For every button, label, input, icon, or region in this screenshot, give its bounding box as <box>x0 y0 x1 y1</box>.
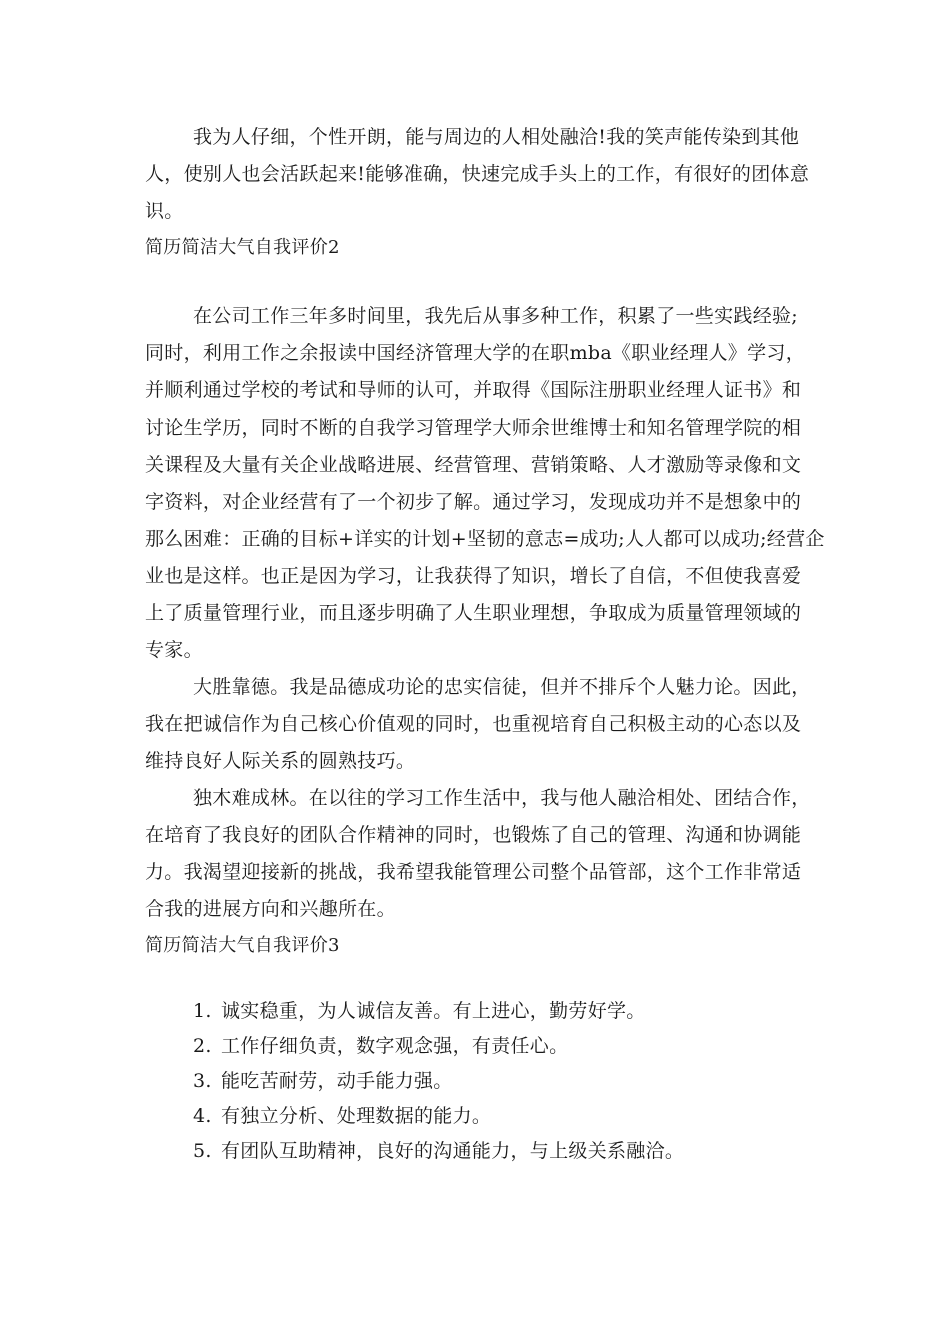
paragraph-line: 我在把诚信作为自己核心价值观的同时，也重视培育自己积极主动的心态以及 <box>145 713 802 735</box>
list-number: 5. <box>193 1140 212 1162</box>
section-heading: 简历简洁大气自我评价3 <box>145 935 340 956</box>
paragraph-line: 我为人仔细，个性开朗，能与周边的人相处融洽!我的笑声能传染到其他 <box>193 126 800 148</box>
paragraph-line: 上了质量管理行业，而且逐步明确了人生职业理想，争取成为质量管理领域的 <box>145 602 802 624</box>
paragraph-line: 大胜靠德。我是品德成功论的忠实信徒，但并不排斥个人魅力论。因此， <box>193 676 811 698</box>
list-text: 诚实稳重，为人诚信友善。有上进心，勤劳好学。 <box>221 1000 646 1022</box>
list-number: 1. <box>193 1000 212 1022</box>
paragraph-line: 识。 <box>145 200 184 222</box>
paragraph-line: 业也是这样。也正是因为学习，让我获得了知识，增长了自信，不但使我喜爱 <box>145 565 802 587</box>
section-heading: 简历简洁大气自我评价2 <box>145 237 340 258</box>
paragraph-line: 人，使别人也会活跃起来!能够准确，快速完成手头上的工作，有很好的团体意 <box>145 163 810 185</box>
list-text: 工作仔细负责，数字观念强，有责任心。 <box>221 1035 569 1057</box>
paragraph-line: 在公司工作三年多时间里，我先后从事多种工作，积累了一些实践经验; <box>193 305 799 327</box>
paragraph-line: 专家。 <box>145 639 203 661</box>
list-number: 3. <box>193 1070 212 1092</box>
paragraph-line: 讨论生学历，同时不断的自我学习管理学大师余世维博士和知名管理学院的相 <box>145 417 802 439</box>
list-text: 有独立分析、处理数据的能力。 <box>221 1105 492 1127</box>
list-item <box>193 1136 684 1166</box>
list-item <box>193 996 646 1026</box>
paragraph-line: 力。我渴望迎接新的挑战，我希望我能管理公司整个品管部，这个工作非常适 <box>145 861 802 883</box>
list-number: 2. <box>193 1035 212 1057</box>
paragraph-line: 那么困难：正确的目标+详实的计划+坚韧的意志=成功;人人都可以成功;经营企 <box>145 528 825 550</box>
list-text: 能吃苦耐劳，动手能力强。 <box>221 1070 453 1092</box>
list-item <box>193 1031 568 1061</box>
list-text: 有团队互助精神，良好的沟通能力，与上级关系融洽。 <box>221 1140 685 1162</box>
paragraph-line: 独木难成林。在以往的学习工作生活中，我与他人融洽相处、团结合作， <box>193 787 811 809</box>
paragraph-line: 字资料，对企业经营有了一个初步了解。通过学习，发现成功并不是想象中的 <box>145 491 802 513</box>
paragraph-line: 在培育了我良好的团队合作精神的同时，也锻炼了自己的管理、沟通和协调能 <box>145 824 802 846</box>
paragraph-line: 合我的进展方向和兴趣所在。 <box>145 898 396 920</box>
paragraph-line: 维持良好人际关系的圆熟技巧。 <box>145 750 416 772</box>
list-number: 4. <box>193 1105 212 1127</box>
list-item <box>193 1101 491 1131</box>
paragraph-line: 并顺利通过学校的考试和导师的认可，并取得《国际注册职业经理人证书》和 <box>145 379 802 401</box>
list-item <box>193 1066 453 1096</box>
paragraph-line: 同时，利用工作之余报读中国经济管理大学的在职mba《职业经理人》学习， <box>145 342 806 364</box>
paragraph-line: 关课程及大量有关企业战略进展、经营管理、营销策略、人才激励等录像和文 <box>145 454 802 476</box>
